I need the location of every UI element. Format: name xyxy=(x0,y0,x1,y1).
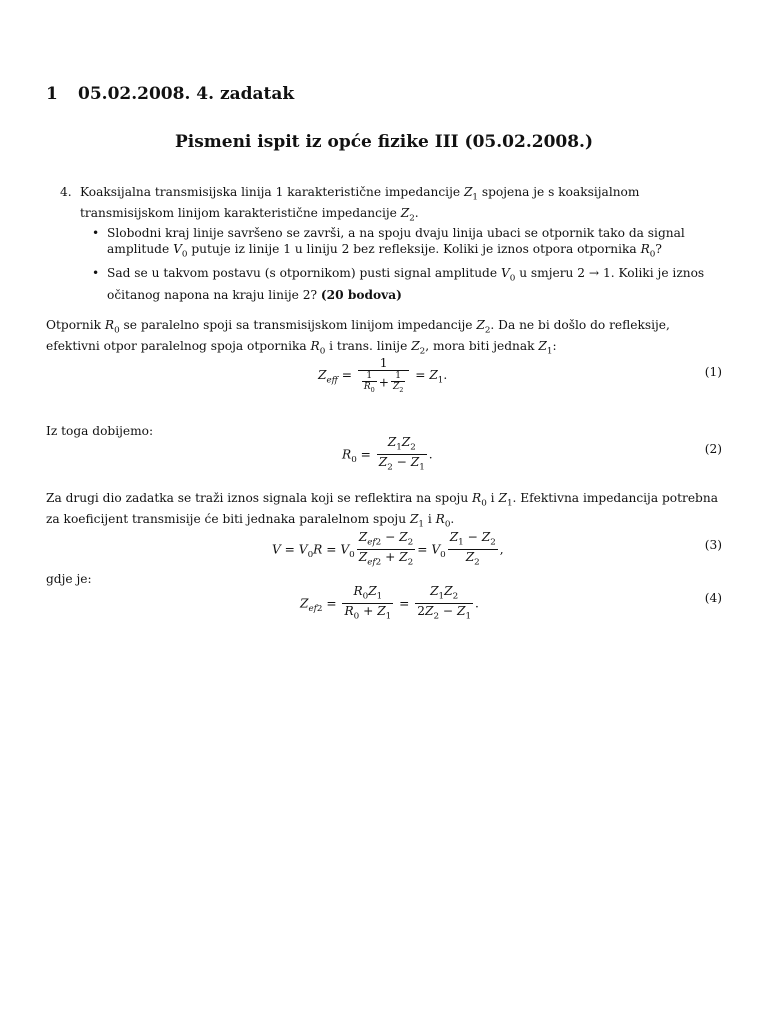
equation-number: (4) xyxy=(704,591,722,605)
solution-paragraph-1: Otpornik $R_0$ se paralelno spoji sa transmisijskom linijom impedancije $Z_2$. Da ne bi došlo do refleksije, efektivni otpor paralelnog spoja otpornika $R_0$ i trans. linije $Z_2$, mora biti jednak $Z_1$: xyxy=(46,318,670,357)
text-span: Slobodni kraj linije savršeno se završi, a na spoju dvaju linija ubaci se otpornik tako da signal amplitude xyxy=(107,226,685,256)
equation-2-body: $R_0$ = $\frac{Z_1Z_2}{Z_2 - Z_1}$ . xyxy=(342,435,433,473)
fraction: $\frac{Z_1Z_2}{2Z_2 - Z_1}$ xyxy=(417,584,472,622)
problem-intro: Koaksijalna transmisijska linija 1 karakteristične impedancije $Z_1$ spojena je s koaksijalnom transmisijskom linijom karakteristične impedancije $Z_2$. xyxy=(80,185,640,224)
text-span: Za drugi dio zadatka se traži iznos signala koji se reflektira na spoju xyxy=(46,491,473,505)
text-span: Koaksijalna transmisijska linija 1 karakteristične impedancije xyxy=(80,185,464,199)
text-span: Otpornik xyxy=(46,318,105,332)
section-number: 1 xyxy=(46,84,58,104)
equation-1-body: $Z_{eff}$ = 1 $\frac{1}{R_0}$ + $\frac{1}{Z_2}$ = $Z_1$. xyxy=(318,356,448,394)
text-span: . Efektivna impedancija potrebna za koeficijent transmisije će biti jednaka paralelnom spoju xyxy=(46,491,718,527)
text-span: . xyxy=(450,512,455,527)
fraction: $\frac{Z_{ef2} - Z_2}{Z_{ef2} + Z_2}$ xyxy=(358,530,414,568)
equation-number: (3) xyxy=(704,538,722,552)
equation-4 xyxy=(0,584,768,622)
text-span: i xyxy=(486,491,499,505)
text-span: i trans. linije xyxy=(325,339,412,354)
list-item: • Sad se u takvom postavu (s otpornikom) pusti signal amplitude $V_0$ u smjeru 2 → 1. Koliki je iznos očitanog napona na kraju linije 2? (20 bodova) xyxy=(92,266,705,302)
text-span: se paralelno spoji sa transmisijskom linijom impedancije xyxy=(119,318,477,332)
solution-paragraph-3: Za drugi dio zadatka se traži iznos signala koji se reflektira na spoju $R_0$ i $Z_1$. Efektivna impedancija potrebna za koeficijent transmisije će biti jednaka paralelnom spoju $Z_1$ i $R_0$. xyxy=(46,491,718,530)
page-title: Pismeni ispit iz opće fizike III (05.02.2008.) xyxy=(174,132,594,152)
equation-2 xyxy=(0,435,768,473)
problem-questions xyxy=(90,225,722,306)
equation-1 xyxy=(0,356,768,392)
fraction: $\frac{R_0Z_1}{R_0 + Z_1}$ xyxy=(344,584,392,622)
text-span: , mora biti jednak xyxy=(425,339,539,354)
list-item: • Slobodni kraj linije savršeno se završi, a na spoju dvaju linija ubaci se otpornik tako da signal amplitude $V_0$ putuje iz linije 1 u liniju 2 bez refleksije. Koliki je iznos otpora otpornika $R_0$? xyxy=(92,226,685,260)
section-title: 05.02.2008. 4. zadatak xyxy=(78,84,295,104)
text-span: spojena je s koaksijalnom transmisijskom linijom karakteristične impedancije xyxy=(80,185,640,221)
bullet-icon: • xyxy=(92,226,100,240)
text-span: u smjeru 2 → 1. Koliki je iznos očitanog napona na kraju linije 2? xyxy=(107,266,705,302)
problem-statement xyxy=(60,184,722,227)
solution-paragraph-4: gdje je: xyxy=(46,572,92,586)
text-span: . xyxy=(414,206,419,221)
equation-4-body: $Z_{ef2}$ = $\frac{R_0Z_1}{R_0 + Z_1}$ = $\frac{Z_1Z_2}{2Z_2 - Z_1}$ . xyxy=(300,584,479,622)
equation-3 xyxy=(0,530,768,568)
bullet-icon: • xyxy=(92,266,100,281)
solution-paragraph-2: Iz toga dobijemo: xyxy=(46,424,154,438)
text-span: putuje iz linije 1 u liniju 2 bez refleksije. Koliki je iznos otpora otpornika xyxy=(187,242,641,256)
text-span: i xyxy=(423,512,436,527)
points-label: (20 bodova) xyxy=(320,287,402,302)
equation-number: (2) xyxy=(704,442,722,456)
problem-number: 4. xyxy=(60,185,72,199)
text-span: Sad se u takvom postavu (s otpornikom) pusti signal amplitude xyxy=(107,266,501,281)
fraction: 1 $\frac{1}{R_0}$ + $\frac{1}{Z_2}$ xyxy=(358,356,410,395)
fraction: $\frac{Z_1 - Z_2}{Z_2}$ xyxy=(449,530,496,568)
text-span: . Da ne bi došlo do refleksije, efektivni otpor paralelnog spoja otpornika xyxy=(46,318,670,354)
equation-number: (1) xyxy=(704,365,722,379)
fraction: $\frac{Z_1Z_2}{Z_2 - Z_1}$ xyxy=(378,435,425,473)
section-heading xyxy=(46,84,294,104)
equation-3-body: $V = V_0R = V_0$ $\frac{Z_{ef2} - Z_2}{Z_{ef2} + Z_2}$ = $V_0$ $\frac{Z_1 - Z_2}{Z_2}$ , xyxy=(272,530,504,568)
text-span: ? xyxy=(655,242,662,256)
text-span: : xyxy=(552,339,557,354)
